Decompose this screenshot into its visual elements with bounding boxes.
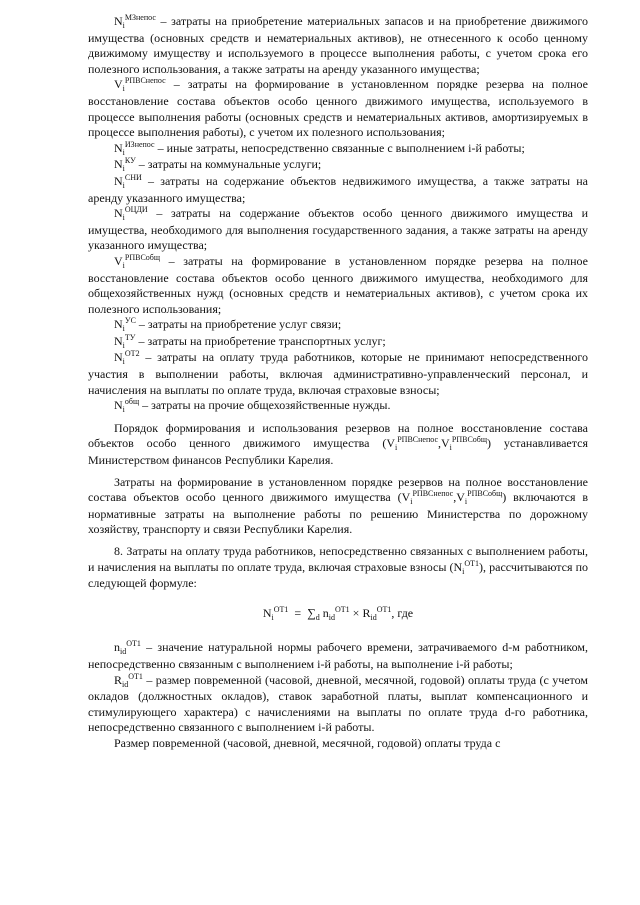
symbol-sup: общ [124,397,140,407]
formula-sub: id [328,612,335,622]
symbol-sup: УС [124,316,136,326]
symbol-sub: i [122,340,125,350]
symbol-sup: РПВСобщ [467,489,503,499]
formula-sup: ОТ1 [376,604,392,614]
paragraph-text: Затраты на оплату труда работников, непосредственно связанных с выполнением работы, и начисления на выплаты по оплате труда, включая страховые взносы ( [88,544,588,574]
symbol-r: R [114,672,123,687]
definition-text: – затраты на содержание объектов недвижимого имущества, а также затраты на аренду указанного имущества; [88,173,589,205]
formula-equals: = [294,605,302,620]
definition-text: – размер повременной (часовой, дневной, месячной, годовой) оплаты труда (с учетом окладов (должностных окладов), ставок заработной платы, выплат компенсационного и стимулирующего характера) с начислениями на выплаты по оплате труда d-го работника, непосредственно связанного с выполнением i-й работы. [88,672,589,735]
symbol-sup: ОЦДИ [124,205,148,215]
cost-definition-item [88,334,588,351]
symbol: N [114,140,123,155]
symbol-sup: ИЗнепос [124,139,155,149]
symbol: V [114,253,123,268]
symbol-sub: i [122,260,125,270]
symbol-sub: i [122,213,125,223]
cost-definition-item [88,254,588,317]
symbol: N [114,173,123,188]
labor-cost-formula [88,606,588,623]
cost-definition-item [88,141,588,158]
symbol-sub: i [122,357,125,367]
definition-r-id [88,673,588,736]
symbol-sup: ОТ1 [126,639,141,649]
symbol: N [114,14,123,28]
symbol-v: V [441,436,450,451]
document-page [88,14,588,752]
formula-sub: i [271,612,274,622]
symbol-sub: i [122,84,125,94]
section-number: 8. [114,544,123,558]
symbol-n-small: n [114,640,120,655]
definition-text: – затраты на приобретение материальных запасов и на приобретение движимого имущества (основных средств и нематериальных активов), не отнесенного к особо ценному движимому имуществу и используемого в процессе выполнения работы, с учетом срока его полезного использования, а также затраты на аренду указанного имущества; [88,14,588,76]
reserve-costs-paragraph [88,475,588,538]
symbol: N [114,398,123,413]
symbol-sup: МЗнепос [124,13,156,22]
formula-n: N [262,605,272,620]
formula-sub: id [370,612,377,622]
definition-text: – затраты на формирование в установленном порядке резерва на полное восстановление состава объектов особо ценного движимого имущества, необходимого для общехозяйственных нужд (основных средств и нематериальных активов), с учетом срока их полезного использования; [88,253,588,316]
cost-definition-item [88,206,588,254]
symbol: V [114,77,123,92]
symbol: N [114,206,123,221]
symbol-sub: id [120,647,127,657]
symbol-sub: i [449,443,452,453]
separator: , [453,490,457,505]
symbol-sub: i [122,164,125,174]
symbol-sup: РПВСнепос [397,435,438,445]
closing-paragraph [88,736,588,752]
symbol-sub: id [122,679,129,689]
cost-definition-item [88,317,588,334]
definition-text: – затраты на коммунальные услуги; [138,157,322,172]
symbol-sub: i [122,324,125,334]
symbol-sup: РПВСнепос [412,489,454,499]
cost-definition-item [88,398,588,415]
symbol-sup: КУ [124,156,136,166]
symbol: N [114,333,123,348]
symbol: N [114,317,123,332]
formula-sub: d [315,612,320,622]
formula-where: , где [391,605,414,620]
cost-definition-item [88,14,588,77]
definition-text: – значение натуральной нормы рабочего времени, затрачиваемого d-м работником, непосредственно связанным с выполнением i-й работы, на выполнение i-й работы; [88,640,589,671]
definition-text: – затраты на содержание объектов особо ценного движимого имущества и имущества, необходимого для выполнения государственного задания, а также затраты на аренду указанного имущества; [88,206,589,253]
cost-definition-item [88,350,588,398]
paragraph-text: ), рассчитываются по следующей формуле: [88,559,588,591]
formula-sum: ∑ [307,605,316,620]
cost-definition-item [88,77,588,140]
symbol-sup: ОТ1 [464,558,480,568]
formula-sup: ОТ1 [273,604,289,614]
symbol-n: N [453,559,463,574]
symbol-sub: i [410,497,413,507]
paragraph-text: ) включаются в нормативные затраты на выполнение работы по решению Министерства по дорожному хозяйству, транспорту и связи Республики Карелия. [88,490,588,537]
symbol-sub: i [122,21,125,30]
symbol-v: V [456,490,465,505]
symbol: N [114,157,123,172]
symbol: N [114,350,123,365]
paragraph-text: Порядок формирования и использования резервов на полное восстановление состава объектов особо ценного движимого имущества ( [88,420,588,451]
paragraph-text: ) устанавливается Министерством финансов Республики Карелия. [88,436,588,468]
symbol-sup: РПВСобщ [451,435,488,445]
definition-text: – затраты на приобретение транспортных услуг; [138,333,386,348]
symbol-sup: ОТ2 [124,349,140,359]
symbol-sup: РПВСобщ [124,252,161,262]
cost-definition-item [88,157,588,174]
definition-text: – иные затраты, непосредственно связанные с выполнением i-й работы; [157,140,525,155]
formula-n-small: n [322,605,329,620]
paragraph-text: Размер повременной (часовой, дневной, месячной, годовой) оплаты труда с [114,735,501,750]
reserve-procedure-paragraph [88,421,588,469]
formula-times: × [352,605,360,620]
separator: , [438,436,441,451]
symbol-sub: i [462,566,465,576]
symbol-sub: i [395,443,398,453]
symbol-sub: i [122,147,125,157]
definition-text: – затраты на оплату труда работников, которые не принимают непосредственного участия в выполнении работы, включая административно-управленческий персонал, и начисления на выплаты по оплате труда, включая страховые взносы; [88,350,588,397]
definition-text: – затраты на формирование в установленном порядке резерва на полное восстановление состава объектов особо ценного движимого имущества, используемого в процессе выполнения работы (основных средств и нематериальных активов, амортизируемых в процессе выполнения работы), с учетом их полезного использования; [88,77,588,140]
definition-n-id [88,640,588,672]
formula-r: R [362,605,371,620]
symbol-v: V [386,436,395,451]
symbol-sub: i [122,405,125,415]
symbol-sup: РПВСнепос [124,76,166,86]
formula-sup: ОТ1 [335,604,350,614]
symbol-v: V [401,490,411,505]
symbol-sub: i [464,497,468,507]
definition-text: – затраты на прочие общехозяйственные нужды. [142,398,391,413]
section-8-paragraph [88,544,588,592]
symbol-sup: СНИ [124,172,142,182]
cost-definitions-list [88,14,588,415]
symbol-sup: ТУ [124,332,136,342]
cost-definition-item [88,174,588,206]
paragraph-text: Затраты на формирование в установленном порядке резервов на полное восстановление состава объектов особо ценного движимого имущества ( [88,474,588,505]
definition-text: – затраты на приобретение услуг связи; [138,317,342,332]
symbol-sup: ОТ1 [128,671,143,681]
symbol-sub: i [122,180,125,190]
